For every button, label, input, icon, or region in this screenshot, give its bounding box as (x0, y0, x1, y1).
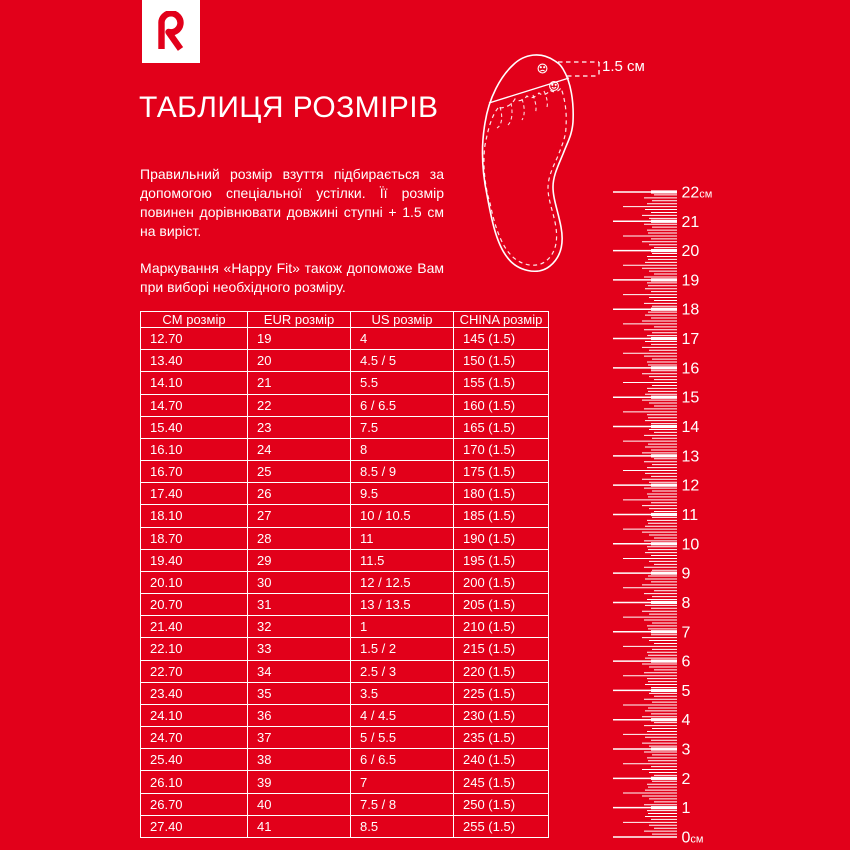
page-title: ТАБЛИЦЯ РОЗМІРІВ (139, 91, 439, 124)
table-cell: 27 (248, 505, 351, 527)
table-cell: 7.5 (351, 416, 454, 438)
table-row (141, 461, 549, 483)
ruler-label: 2 (681, 770, 691, 788)
table-cell: 7 (351, 771, 454, 793)
table-cell: 26 (248, 483, 351, 505)
table-cell: 150 (1.5) (454, 350, 549, 372)
table-cell: 30 (248, 571, 351, 593)
toe-details (497, 91, 547, 128)
ruler-label: 14 (681, 419, 700, 437)
table-row (141, 815, 549, 837)
table-row (141, 771, 549, 793)
table-row (141, 350, 549, 372)
toe-allowance-line (489, 78, 569, 103)
table-cell: 20.70 (141, 594, 248, 616)
ruler-label: 6 (681, 653, 691, 671)
table-cell: 21.40 (141, 616, 248, 638)
table-cell: 6 / 6.5 (351, 749, 454, 771)
ruler-label: 11 (681, 506, 699, 524)
table-cell: 41 (248, 815, 351, 837)
table-cell: 220 (1.5) (454, 660, 549, 682)
table-row (141, 638, 549, 660)
table-cell: 40 (248, 793, 351, 815)
table-row (141, 594, 549, 616)
ruler-label: 13 (681, 448, 700, 466)
table-cell: 170 (1.5) (454, 438, 549, 460)
ruler-tick-bold (651, 308, 677, 311)
table-cell: 27.40 (141, 815, 248, 837)
table-cell: 22 (248, 394, 351, 416)
ruler-tick-bold (651, 484, 677, 487)
table-row (141, 328, 549, 350)
ruler-tick-bold (651, 249, 677, 252)
ruler-label: 10 (681, 536, 700, 554)
table-row (141, 549, 549, 571)
table-cell: 205 (1.5) (454, 594, 549, 616)
table-cell: 24.70 (141, 727, 248, 749)
table-cell: 31 (248, 594, 351, 616)
table-cell: 33 (248, 638, 351, 660)
table-cell: 21 (248, 372, 351, 394)
table-cell: 14.10 (141, 372, 248, 394)
table-cell: 20.10 (141, 571, 248, 593)
ruler-label: 20 (681, 243, 700, 261)
table-cell: 26.70 (141, 793, 248, 815)
intro-text (140, 165, 444, 297)
ruler-label: 15 (681, 389, 700, 407)
ruler-label: 19 (681, 272, 700, 290)
ruler-tick-bold (651, 220, 677, 223)
ruler-tick-bold (651, 396, 677, 399)
allowance-label: 1.5 см (602, 58, 645, 75)
table-cell: 7.5 / 8 (351, 793, 454, 815)
table-cell: 5.5 (351, 372, 454, 394)
ruler-tick-bold (651, 659, 677, 662)
table-cell: 3.5 (351, 682, 454, 704)
table-cell: 155 (1.5) (454, 372, 549, 394)
table-cell: 4.5 / 5 (351, 350, 454, 372)
ruler-tick-bold (651, 630, 677, 633)
table-cell: 230 (1.5) (454, 704, 549, 726)
ruler-label: 21 (681, 213, 700, 231)
table-cell: 22.10 (141, 638, 248, 660)
table-cell: 32 (248, 616, 351, 638)
column-header: US розмір (351, 312, 454, 328)
table-cell: 200 (1.5) (454, 571, 549, 593)
ruler-label: 3 (681, 741, 691, 759)
table-cell: 4 / 4.5 (351, 704, 454, 726)
table-cell: 195 (1.5) (454, 549, 549, 571)
ruler-label: 22см (681, 184, 713, 202)
table-cell: 175 (1.5) (454, 461, 549, 483)
table-row (141, 682, 549, 704)
table-cell: 16.70 (141, 461, 248, 483)
table-cell: 13 / 13.5 (351, 594, 454, 616)
ruler-label: 0см (681, 829, 704, 847)
ruler-tick-bold (651, 278, 677, 281)
size-table-body (141, 328, 549, 838)
column-header: EUR розмір (248, 312, 351, 328)
table-cell: 14.70 (141, 394, 248, 416)
table-cell: 11.5 (351, 549, 454, 571)
table-cell: 23 (248, 416, 351, 438)
dashed-measure-box (558, 62, 599, 76)
table-row (141, 704, 549, 726)
intro-paragraph-2: Маркування «Happy Fit» також допоможе Вам при виборі необхідного розміру. (140, 260, 444, 295)
table-row (141, 727, 549, 749)
table-row (141, 438, 549, 460)
table-row (141, 571, 549, 593)
ruler-tick-bold (651, 747, 677, 750)
table-cell: 8 (351, 438, 454, 460)
table-cell: 28 (248, 527, 351, 549)
table-row (141, 749, 549, 771)
table-cell: 145 (1.5) (454, 328, 549, 350)
table-cell: 180 (1.5) (454, 483, 549, 505)
table-cell: 240 (1.5) (454, 749, 549, 771)
table-cell: 2.5 / 3 (351, 660, 454, 682)
ruler-tick-bold (651, 542, 677, 545)
size-table-header-row (141, 312, 549, 328)
table-cell: 39 (248, 771, 351, 793)
size-table (140, 311, 549, 838)
table-cell: 1 (351, 616, 454, 638)
ruler-label: 16 (681, 360, 700, 378)
table-row (141, 372, 549, 394)
table-row (141, 416, 549, 438)
table-cell: 18.10 (141, 505, 248, 527)
ruler-label: 12 (681, 477, 700, 495)
ruler-label: 17 (681, 331, 700, 349)
column-header: CM розмір (141, 312, 248, 328)
table-cell: 17.40 (141, 483, 248, 505)
reima-r-logo-icon (156, 11, 186, 51)
table-cell: 18.70 (141, 527, 248, 549)
ruler-tick-bold (651, 806, 677, 809)
table-cell: 37 (248, 727, 351, 749)
ruler-label: 9 (681, 565, 691, 583)
table-cell: 16.10 (141, 438, 248, 460)
insole-outline (483, 55, 574, 271)
table-row (141, 394, 549, 416)
ruler-tick-bold (651, 513, 677, 516)
table-row (141, 660, 549, 682)
ruler-label: 1 (681, 800, 691, 818)
table-cell: 9.5 (351, 483, 454, 505)
table-cell: 20 (248, 350, 351, 372)
table-cell: 225 (1.5) (454, 682, 549, 704)
table-cell: 36 (248, 704, 351, 726)
table-cell: 12.70 (141, 328, 248, 350)
table-cell: 34 (248, 660, 351, 682)
table-cell: 165 (1.5) (454, 416, 549, 438)
table-cell: 19.40 (141, 549, 248, 571)
table-cell: 10 / 10.5 (351, 505, 454, 527)
ruler-tick-bold (651, 689, 677, 692)
table-cell: 13.40 (141, 350, 248, 372)
table-cell: 19 (248, 328, 351, 350)
ruler-label: 7 (681, 624, 691, 642)
table-cell: 8.5 / 9 (351, 461, 454, 483)
ruler-label: 4 (681, 712, 691, 730)
ruler-tick-bold (651, 718, 677, 721)
table-cell: 12 / 12.5 (351, 571, 454, 593)
table-cell: 22.70 (141, 660, 248, 682)
ruler-tick-bold (651, 337, 677, 340)
table-row (141, 483, 549, 505)
table-cell: 190 (1.5) (454, 527, 549, 549)
ruler-label: 5 (681, 682, 691, 700)
foot-diagram (470, 45, 610, 290)
table-cell: 160 (1.5) (454, 394, 549, 416)
table-cell: 215 (1.5) (454, 638, 549, 660)
table-cell: 35 (248, 682, 351, 704)
ruler-tick-bold (651, 601, 677, 604)
table-cell: 24.10 (141, 704, 248, 726)
ruler-label: 8 (681, 594, 691, 612)
column-header: CHINA розмір (454, 312, 549, 328)
table-cell: 6 / 6.5 (351, 394, 454, 416)
table-cell: 29 (248, 549, 351, 571)
ruler-svg (610, 184, 725, 850)
table-cell: 23.40 (141, 682, 248, 704)
table-cell: 15.40 (141, 416, 248, 438)
table-cell: 255 (1.5) (454, 815, 549, 837)
table-cell: 4 (351, 328, 454, 350)
table-row (141, 793, 549, 815)
ruler-tick-bold (651, 454, 677, 457)
table-cell: 8.5 (351, 815, 454, 837)
table-cell: 38 (248, 749, 351, 771)
table-cell: 25 (248, 461, 351, 483)
ruler-tick-bold (651, 425, 677, 428)
ruler-tick-bold (651, 572, 677, 575)
intro-paragraph-1: Правильний розмір взуття підбирається за допомогою спеціальної устілки. Її розмір повинен дорівнювати довжині ступні + 1.5 см на виріст. (140, 166, 444, 239)
table-cell: 11 (351, 527, 454, 549)
table-cell: 245 (1.5) (454, 771, 549, 793)
table-row (141, 616, 549, 638)
table-cell: 26.10 (141, 771, 248, 793)
sad-face-icon (538, 64, 547, 73)
ruler-label: 18 (681, 301, 700, 319)
table-cell: 235 (1.5) (454, 727, 549, 749)
ruler-tick-bold (651, 366, 677, 369)
table-cell: 5 / 5.5 (351, 727, 454, 749)
table-cell: 1.5 / 2 (351, 638, 454, 660)
ruler-tick-bold (651, 777, 677, 780)
table-cell: 210 (1.5) (454, 616, 549, 638)
table-row (141, 527, 549, 549)
ruler-tick-bold (651, 190, 677, 193)
table-cell: 250 (1.5) (454, 793, 549, 815)
table-cell: 25.40 (141, 749, 248, 771)
brand-logo (142, 0, 200, 63)
table-cell: 185 (1.5) (454, 505, 549, 527)
table-cell: 24 (248, 438, 351, 460)
table-row (141, 505, 549, 527)
